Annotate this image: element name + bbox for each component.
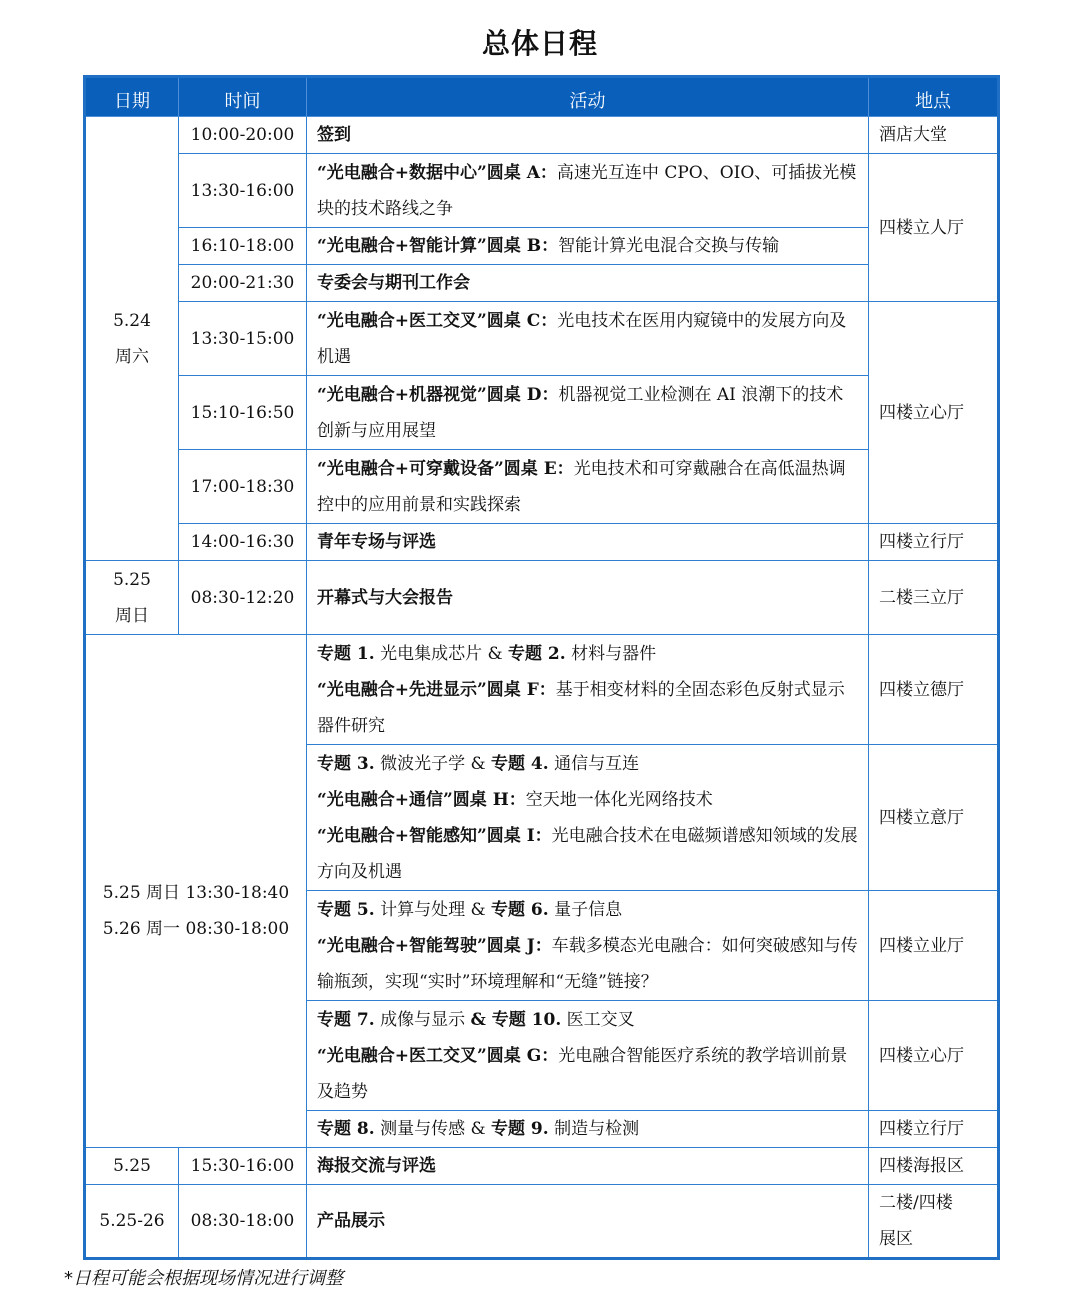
activity-cell [307, 1001, 869, 1111]
location-line: 展区 [879, 1229, 913, 1249]
roundtable-title: “光电融合+机器视觉”圆桌 D： [317, 384, 559, 405]
date-cell-5-24 [85, 117, 179, 561]
date-cell: 5.25 [85, 1148, 179, 1185]
activity-cell [307, 524, 869, 561]
roundtable-topic: 机器视觉工业检测在 AI 浪潮下的技术创新与应用展望 [317, 384, 844, 441]
time-cell: 15:10-16:50 [179, 376, 307, 450]
topic-name: 微波光子学 & [374, 753, 492, 774]
roundtable-title: “光电融合+数据中心”圆桌 A： [317, 162, 557, 183]
topic-label: 专题 9. [491, 1119, 549, 1139]
weekday-line: 周日 [115, 605, 149, 626]
roundtable-title: “光电融合+通信”圆桌 H： [317, 789, 526, 810]
time-cell: 13:30-16:00 [179, 154, 307, 228]
roundtable-title: “光电融合+智能计算”圆桌 B： [317, 236, 559, 256]
roundtable-topic: 基于相变材料的全固态彩色反射式显示器件研究 [317, 679, 845, 736]
location-cell: 四楼立行厅 [869, 524, 999, 561]
activity-cell [307, 154, 869, 228]
activity-title: 产品展示 [317, 1211, 385, 1231]
location-cell: 四楼立心厅 [869, 302, 999, 524]
footnote: *日程可能会根据现场情况进行调整 [64, 1268, 343, 1289]
time-cell: 20:00-21:30 [179, 265, 307, 302]
time-cell: 13:30-15:00 [179, 302, 307, 376]
table-row [85, 302, 999, 376]
date-cell-5-25-26 [85, 635, 307, 1148]
topic-name: 材料与器件 [565, 643, 657, 664]
activity-cell [307, 745, 869, 891]
topic-label: 专题 5. [317, 899, 375, 920]
location-line: 二楼/四楼 [879, 1193, 953, 1213]
roundtable-topic: 空天地一体化光网络技术 [525, 789, 713, 810]
topic-name: 医工交叉 [561, 1009, 635, 1030]
date-cell-5-25 [85, 561, 179, 635]
location-cell: 四楼立人厅 [869, 154, 999, 302]
date-line: 5.25 [113, 569, 151, 590]
date-line: 5.25 周日 13:30-18:40 [102, 883, 290, 903]
time-cell: 15:30-16:00 [179, 1148, 307, 1185]
date-line: 5.26 周一 08:30-18:00 [102, 919, 290, 939]
topic-label: 专题 1. [317, 643, 375, 664]
date-cell: 5.25-26 [85, 1185, 179, 1259]
header-activity: 活动 [307, 77, 869, 117]
location-cell: 四楼立德厅 [869, 635, 999, 745]
header-location: 地点 [869, 77, 999, 117]
activity-cell [307, 1111, 869, 1148]
roundtable-topic: 光电技术和可穿戴融合在高低温热调控中的应用前景和实践探索 [317, 458, 846, 515]
location-cell: 四楼立行厅 [869, 1111, 999, 1148]
roundtable-topic: 车载多模态光电融合：如何突破感知与传输瓶颈，实现“实时”环境理解和“无缝”链接？ [317, 935, 858, 992]
roundtable-topic: 智能计算光电混合交换与传输 [558, 236, 780, 256]
roundtable-topic: 高速光互连中 CPO、OIO、可插拔光模块的技术路线之争 [317, 162, 857, 219]
table-row [85, 561, 999, 635]
table-row [85, 265, 999, 302]
table-row [85, 117, 999, 154]
roundtable-topic: 光电融合技术在电磁频谱感知领域的发展方向及机遇 [317, 825, 858, 882]
table-row [85, 376, 999, 450]
location-cell: 二楼三立厅 [869, 561, 999, 635]
location-cell: 四楼立心厅 [869, 1001, 999, 1111]
roundtable-title: “光电融合+医工交叉”圆桌 C： [317, 310, 558, 331]
activity-title: 海报交流与评选 [317, 1156, 436, 1176]
activity-title: 青年专场与评选 [317, 532, 436, 552]
weekday-line: 周六 [115, 346, 149, 367]
activity-title: 签到 [317, 125, 351, 145]
roundtable-title: “光电融合+可穿戴设备”圆桌 E： [317, 458, 574, 479]
topic-label: 专题 3. [317, 753, 375, 774]
topic-label: 专题 2. [508, 643, 566, 664]
topic-name: 测量与传感 & [374, 1119, 492, 1139]
roundtable-topic: 光电融合智能医疗系统的教学培训前景及趋势 [317, 1045, 848, 1102]
time-cell: 16:10-18:00 [179, 228, 307, 265]
activity-cell [307, 1148, 869, 1185]
activity-title: 开幕式与大会报告 [317, 587, 453, 608]
table-header-row [85, 77, 999, 117]
activity-cell [307, 635, 869, 745]
topic-name: 量子信息 [548, 899, 623, 920]
ampersand: & [470, 1009, 486, 1030]
roundtable-title: “光电融合+医工交叉”圆桌 G： [317, 1045, 559, 1066]
topic-name: 计算与处理 & [374, 899, 492, 920]
time-cell: 10:00-20:00 [179, 117, 307, 154]
table-row [85, 154, 999, 228]
roundtable-title: “光电融合+先进显示”圆桌 F： [317, 679, 556, 700]
header-date: 日期 [85, 77, 179, 117]
time-cell: 14:00-16:30 [179, 524, 307, 561]
topic-label: 专题 6. [491, 899, 549, 920]
topic-name: 光电集成芯片 & [374, 643, 509, 664]
activity-cell [307, 302, 869, 376]
topic-label: 专题 8. [317, 1119, 375, 1139]
topic-name: 成像与显示 [374, 1009, 471, 1030]
activity-cell [307, 376, 869, 450]
activity-cell [307, 561, 869, 635]
activity-cell [307, 1185, 869, 1259]
schedule-table [83, 75, 1000, 1260]
table-row [85, 1185, 999, 1259]
location-cell: 四楼立意厅 [869, 745, 999, 891]
table-row [85, 450, 999, 524]
header-time: 时间 [179, 77, 307, 117]
table-row [85, 524, 999, 561]
activity-cell [307, 891, 869, 1001]
table-row [85, 1148, 999, 1185]
topic-name: 制造与检测 [548, 1119, 640, 1139]
page-title: 总体日程 [481, 27, 598, 60]
roundtable-title: “光电融合+智能感知”圆桌 I： [317, 825, 552, 846]
table-row [85, 228, 999, 265]
activity-cell [307, 265, 869, 302]
location-cell [869, 1185, 999, 1259]
location-cell: 四楼海报区 [869, 1148, 999, 1185]
location-cell: 酒店大堂 [869, 117, 999, 154]
table-row [85, 635, 999, 745]
activity-cell [307, 450, 869, 524]
activity-cell [307, 228, 869, 265]
roundtable-topic: 光电技术在医用内窥镜中的发展方向及机遇 [317, 310, 847, 367]
date-line: 5.24 [113, 310, 151, 331]
topic-label: 专题 10. [485, 1009, 562, 1030]
topic-label: 专题 7. [317, 1009, 375, 1030]
activity-title: 专委会与期刊工作会 [317, 273, 470, 293]
location-cell: 四楼立业厅 [869, 891, 999, 1001]
roundtable-title: “光电融合+智能驾驶”圆桌 J： [317, 935, 552, 956]
topic-label: 专题 4. [491, 753, 549, 774]
time-cell: 08:30-12:20 [179, 561, 307, 635]
topic-name: 通信与互连 [548, 753, 640, 774]
activity-cell [307, 117, 869, 154]
time-cell: 08:30-18:00 [179, 1185, 307, 1259]
time-cell: 17:00-18:30 [179, 450, 307, 524]
